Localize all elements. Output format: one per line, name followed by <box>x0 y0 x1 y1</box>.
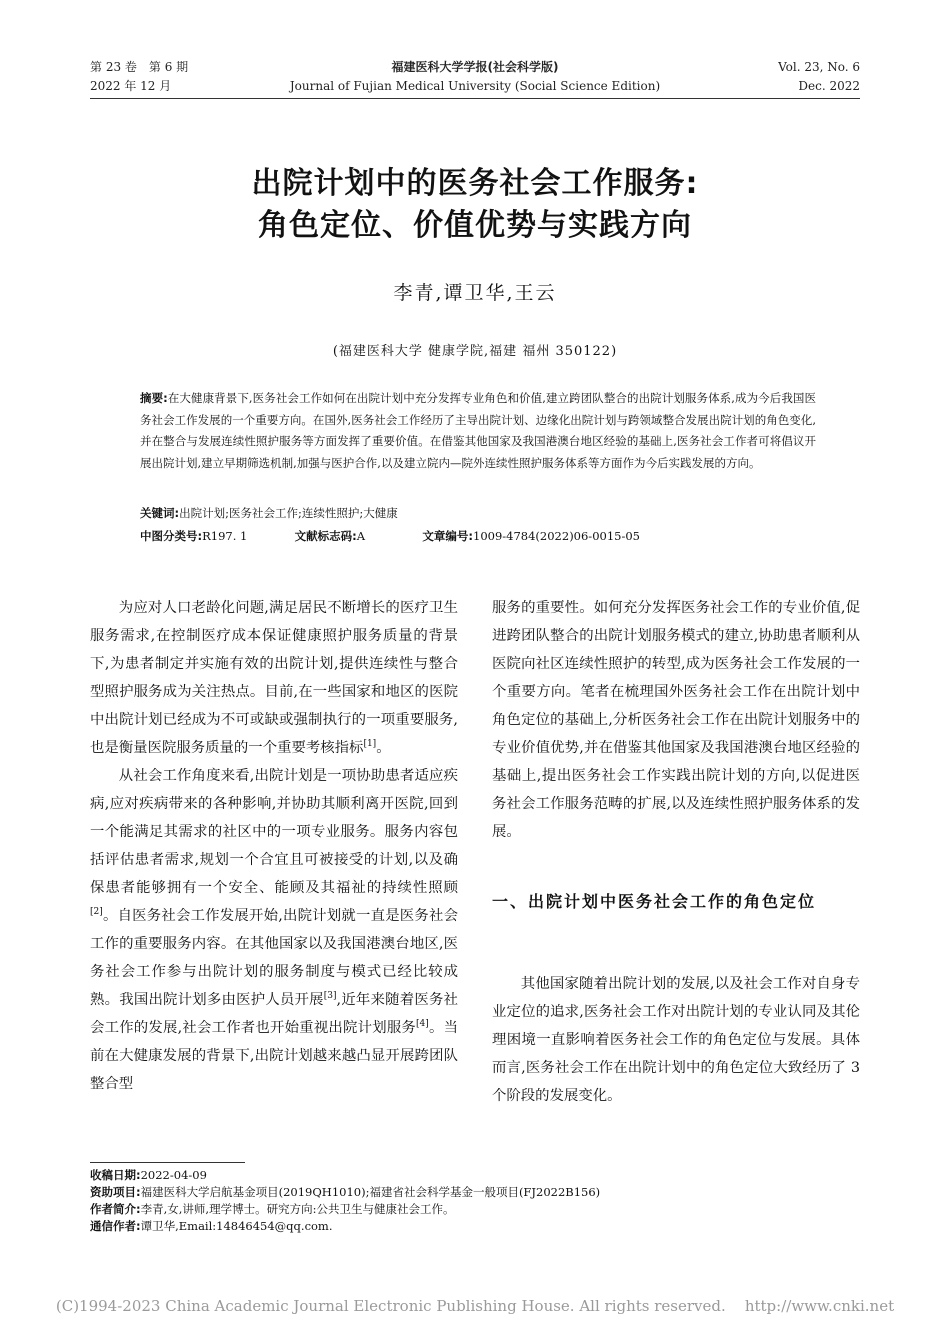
footnote-author <box>90 1201 870 1217</box>
body-paragraph: 服务的重要性。如何充分发挥医务社会工作的专业价值,促进跨团队整合的出院计划服务模式的建立,协助患者顺利从医院向社区连续性照护的转型,成为医务社会工作发展的一个重要方向。笔者在梳理国外医务社会工作在出院计划中角色定位的基础上,分析医务社会工作在出院计划服务中的专业价值优势,并在借鉴其他国家及我国港澳台地区经验的基础上,提出医务社会工作实践出院计划的方向,以促进医务社会工作服务范畴的扩展,以及连续性照护服务体系的发展。 <box>492 600 860 840</box>
header-volume-cn: 第 23 卷 第 6 期 <box>90 60 189 74</box>
body-left-column <box>90 594 458 1098</box>
keywords <box>140 503 398 523</box>
article-number-label: 文章编号: <box>422 529 474 543</box>
classification-line <box>140 526 820 546</box>
header-date-cn: 2022 年 12 月 <box>90 79 172 93</box>
footnote-value: 2022-04-09 <box>140 1168 207 1182</box>
footnote-value: 谭卫华,Email:14846454@qq.com. <box>140 1219 333 1233</box>
footnote-received <box>90 1167 870 1183</box>
section-heading: 一、出院计划中医务社会工作的角色定位 <box>492 892 817 911</box>
paragraph-text: 。自医务社会工作发展开始,出院计划就一直是医务社会工作的重要服务内容。在其他国家以及我国港澳台地区,医务社会工作参与出院计划的服务制度与模式已经比较成熟。我国出院计划多由医护人员开展 <box>90 908 458 1008</box>
footnote-label: 作者简介: <box>90 1202 141 1216</box>
footnote-label: 资助项目: <box>90 1185 141 1199</box>
abstract-text: 在大健康背景下,医务社会工作如何在出院计划中充分发挥专业角色和价值,建立跨团队整合的出院计划服务体系,成为今后我国医务社会工作发展的一个重要方向。在国外,医务社会工作经历了主导出院计划、边缘化出院计划与跨领域整合发展出院计划的角色变化,并在整合与发展连续性照护服务等方面发挥了重要价值。在借鉴其他国家及我国港澳台地区经验的基础上,医务社会工作者可将倡议开展出院计划,建立早期筛选机制,加强与医护合作,以及建立院内—院外连续性照护服务体系等方面作为今后实践发展的方向。 <box>140 391 816 470</box>
paper-title-line-1: 出院计划中的医务社会工作服务: <box>251 166 699 201</box>
paragraph-text: 为应对人口老龄化问题,满足居民不断增长的医疗卫生服务需求,在控制医疗成本保证健康照护服务质量的背景下,为患者制定并实施有效的出院计划,提供连续性与整合型照护服务成为关注热点。目前,在一些国家和地区的医院中出院计划已经成为不可或缺或强制执行的一项重要服务,也是衡量医院服务质量的一个重要考核指标 <box>90 600 458 756</box>
header-date-en: Dec. 2022 <box>798 79 860 93</box>
header-journal-en: Journal of Fujian Medical University (Social Science Edition) <box>289 79 661 93</box>
abstract <box>140 388 816 474</box>
header-journal-cn: 福建医科大学学报(社会科学版) <box>391 60 559 74</box>
footnote-funding <box>90 1184 870 1200</box>
citation-ref: [2] <box>90 907 103 918</box>
copyright-notice: (C)1994-2023 China Academic Journal Electronic Publishing House. All rights reserved. http://www.cnki.net <box>55 1297 895 1315</box>
citation-ref: [4] <box>416 1019 429 1030</box>
affiliation: (福建医科大学 健康学院,福建 福州 350122) <box>332 344 618 359</box>
footnote-label: 通信作者: <box>90 1219 141 1233</box>
authors: 李青,谭卫华,王云 <box>393 282 557 304</box>
footnote-label: 收稿日期: <box>90 1168 141 1182</box>
footnote-rule <box>90 1162 245 1163</box>
paragraph-text: ,近年来随着医务社会工作的发展,社会工作者也开始重视出院计划服务 <box>90 992 458 1036</box>
clc-label: 中图分类号: <box>140 529 203 543</box>
header-rule <box>90 98 860 99</box>
paper-title-line-2: 角色定位、价值优势与实践方向 <box>258 208 692 243</box>
paragraph-text: 。 <box>376 740 391 756</box>
footnote-value: 李青,女,讲师,理学博士。研究方向:公共卫生与健康社会工作。 <box>140 1202 455 1216</box>
doc-code-value: A <box>356 529 366 543</box>
footnote-correspondence <box>90 1218 870 1234</box>
body-paragraph <box>90 594 458 762</box>
abstract-label: 摘要: <box>140 391 168 405</box>
body-right-column <box>492 594 860 846</box>
article-number-value: 1009-4784(2022)06-0015-05 <box>473 529 640 543</box>
footnote-value: 福建医科大学启航基金项目(2019QH1010);福建省社会科学基金一般项目(FJ2022B156) <box>140 1185 601 1199</box>
doc-code-label: 文献标志码: <box>294 529 357 543</box>
citation-ref: [3] <box>323 991 337 1002</box>
body-right-column-continued <box>492 970 860 1110</box>
keywords-text: 出院计划;医务社会工作;连续性照护;大健康 <box>179 506 398 520</box>
body-paragraph: 其他国家随着出院计划的发展,以及社会工作对自身专业定位的追求,医务社会工作对出院计划的专业认同及其伦理困境一直影响着医务社会工作的角色定位与发展。具体而言,医务社会工作在出院计划中的角色定位大致经历了 3 个阶段的发展变化。 <box>492 976 860 1104</box>
paragraph-text: 从社会工作角度来看,出院计划是一项协助患者适应疾病,应对疾病带来的各种影响,并协助其顺利离开医院,回到一个能满足其需求的社区中的一项专业服务。服务内容包括评估患者需求,规划一个合宜且可被接受的计划,以及确保患者能够拥有一个安全、能顾及其福祉的持续性照顾 <box>90 768 458 896</box>
header-volume-en: Vol. 23, No. 6 <box>778 60 860 74</box>
paragraph-text: 。当前在大健康发展的背景下,出院计划越来越凸显开展跨团队整合型 <box>90 1020 458 1092</box>
clc-value: R197. 1 <box>202 529 248 543</box>
body-paragraph <box>90 762 458 1098</box>
citation-ref: [1] <box>363 739 377 750</box>
keywords-label: 关键词: <box>140 506 180 520</box>
